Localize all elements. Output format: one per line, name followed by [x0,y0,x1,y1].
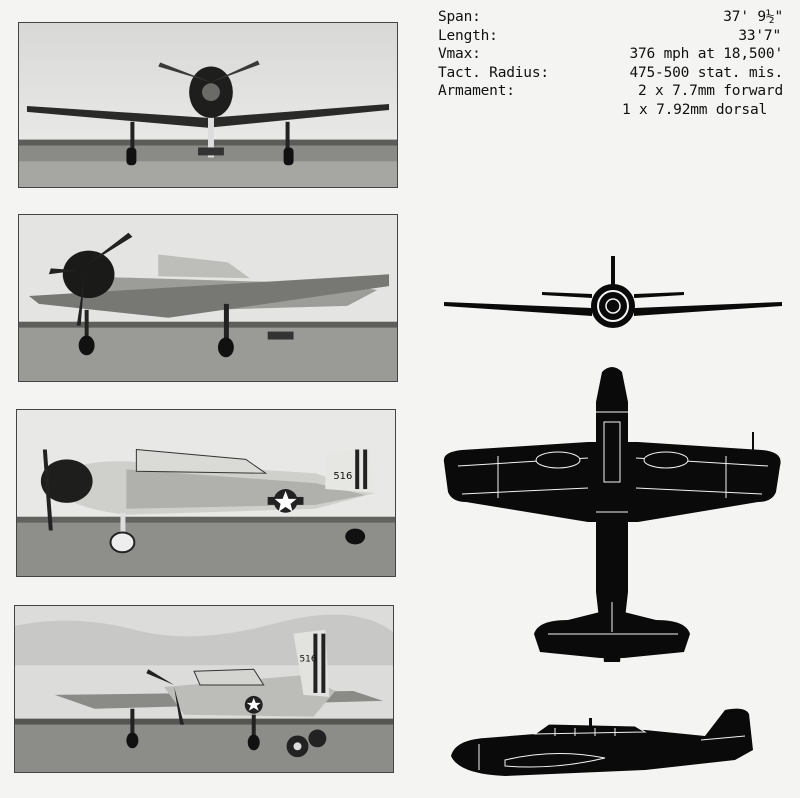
specifications-table [438,8,783,119]
photo-rear-quarter-view [14,605,394,773]
spec-row-vmax [438,45,783,64]
spec-row-tactical-radius [438,64,783,83]
spec-value: 475-500 stat. mis. [629,64,783,81]
tail-number-4: 516 [299,654,317,665]
spec-label: Armament: [438,83,515,99]
spec-label: Span: [438,9,481,25]
spec-row-length [438,27,783,46]
spec-label: Tact. Radius: [438,64,549,81]
spec-value: 33'7" [738,27,781,44]
spec-row-span [438,8,783,27]
photo-front-view [18,22,398,188]
spec-value: 37' 9½" [723,9,783,25]
photo-three-quarter-view [18,214,398,382]
silhouette-front-view [442,248,784,338]
silhouette-side-view [445,700,760,788]
tail-number-3: 516 [333,471,353,483]
spec-value: 2 x 7.7mm forward [637,83,783,99]
spec-label: Vmax: [438,46,481,62]
silhouette-top-view [438,362,786,672]
spec-value: 376 mph at 18,500' [629,46,783,62]
spec-row-armament [438,82,783,101]
spec-armament-continuation: 1 x 7.92mm dorsal [622,101,768,118]
photo-side-view [16,409,396,577]
spec-label: Length: [438,27,498,44]
